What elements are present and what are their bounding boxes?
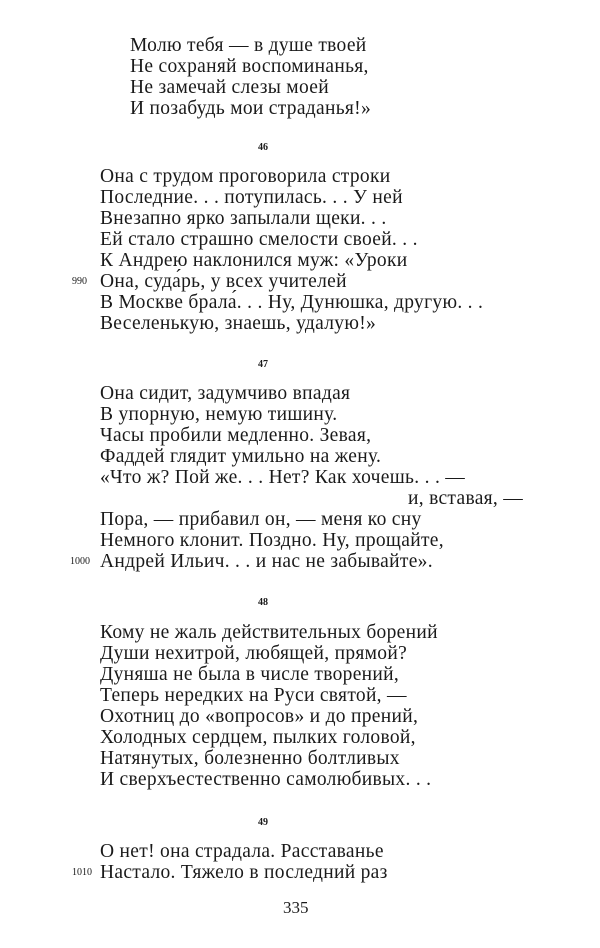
verse-line: Души нехитрой, любящей, прямой? bbox=[100, 643, 408, 664]
verse-line: И позабудь мои страданья!» bbox=[130, 98, 372, 119]
verse-line: Немного клонит. Поздно. Ну, прощайте, bbox=[100, 530, 444, 551]
stanza-number: 48 bbox=[258, 597, 268, 608]
verse-line: Кому не жаль действительных борений bbox=[100, 622, 438, 643]
verse-line: Внезапно ярко запылали щеки. . . bbox=[100, 208, 387, 229]
verse-line: Она, суда́рь, у всех учителей bbox=[100, 271, 347, 292]
verse-line: В упорную, немую тишину. bbox=[100, 404, 338, 425]
verse-line: К Андрею наклонился муж: «Уроки bbox=[100, 250, 408, 271]
verse-line-indented: и, вставая, — bbox=[408, 488, 524, 509]
stanza-number: 46 bbox=[258, 142, 268, 153]
verse-line: И сверхъестественно самолюбивых. . . bbox=[100, 769, 432, 790]
verse-line: Дуняша не была в числе творений, bbox=[100, 664, 400, 685]
verse-line: Последние. . . потупилась. . . У ней bbox=[100, 187, 403, 208]
line-number-marker: 1000 bbox=[70, 556, 90, 567]
verse-line: О нет! она страдала. Расставанье bbox=[100, 841, 384, 862]
verse-line: Часы пробили медленно. Зевая, bbox=[100, 425, 372, 446]
verse-line: Веселенькую, знаешь, удалую!» bbox=[100, 313, 377, 334]
verse-line: Натянутых, болезненно болтливых bbox=[100, 748, 400, 769]
verse-line: Пора, — прибавил он, — меня ко сну bbox=[100, 509, 422, 530]
verse-line: Теперь нередких на Руси святой, — bbox=[100, 685, 407, 706]
verse-line: Охотниц до «вопросов» и до прений, bbox=[100, 706, 419, 727]
verse-line: Не замечай слезы моей bbox=[130, 77, 329, 98]
stanza-number: 47 bbox=[258, 359, 268, 370]
verse-line: Не сохраняй воспоминанья, bbox=[130, 56, 369, 77]
verse-line: Фаддей глядит умильно на жену. bbox=[100, 446, 382, 467]
line-number-marker: 990 bbox=[72, 276, 87, 287]
verse-line: Она с трудом проговорила строки bbox=[100, 166, 391, 187]
verse-line: «Что ж? Пой же. . . Нет? Как хочешь. . . — bbox=[100, 467, 466, 488]
verse-line: Она сидит, задумчиво впадая bbox=[100, 383, 351, 404]
page-number: 335 bbox=[283, 898, 309, 917]
verse-line: Андрей Ильич. . . и нас не забывайте». bbox=[100, 551, 433, 572]
verse-line: Ей стало страшно смелости своей. . . bbox=[100, 229, 418, 250]
stanza-number: 49 bbox=[258, 817, 268, 828]
line-number-marker: 1010 bbox=[72, 867, 92, 878]
verse-line: Настало. Тяжело в последний раз bbox=[100, 862, 388, 883]
verse-line: В Москве брала́. . . Ну, Дунюшка, другую. . . bbox=[100, 292, 484, 313]
verse-line: Молю тебя — в душе твоей bbox=[130, 35, 367, 56]
verse-line: Холодных сердцем, пылких головой, bbox=[100, 727, 416, 748]
